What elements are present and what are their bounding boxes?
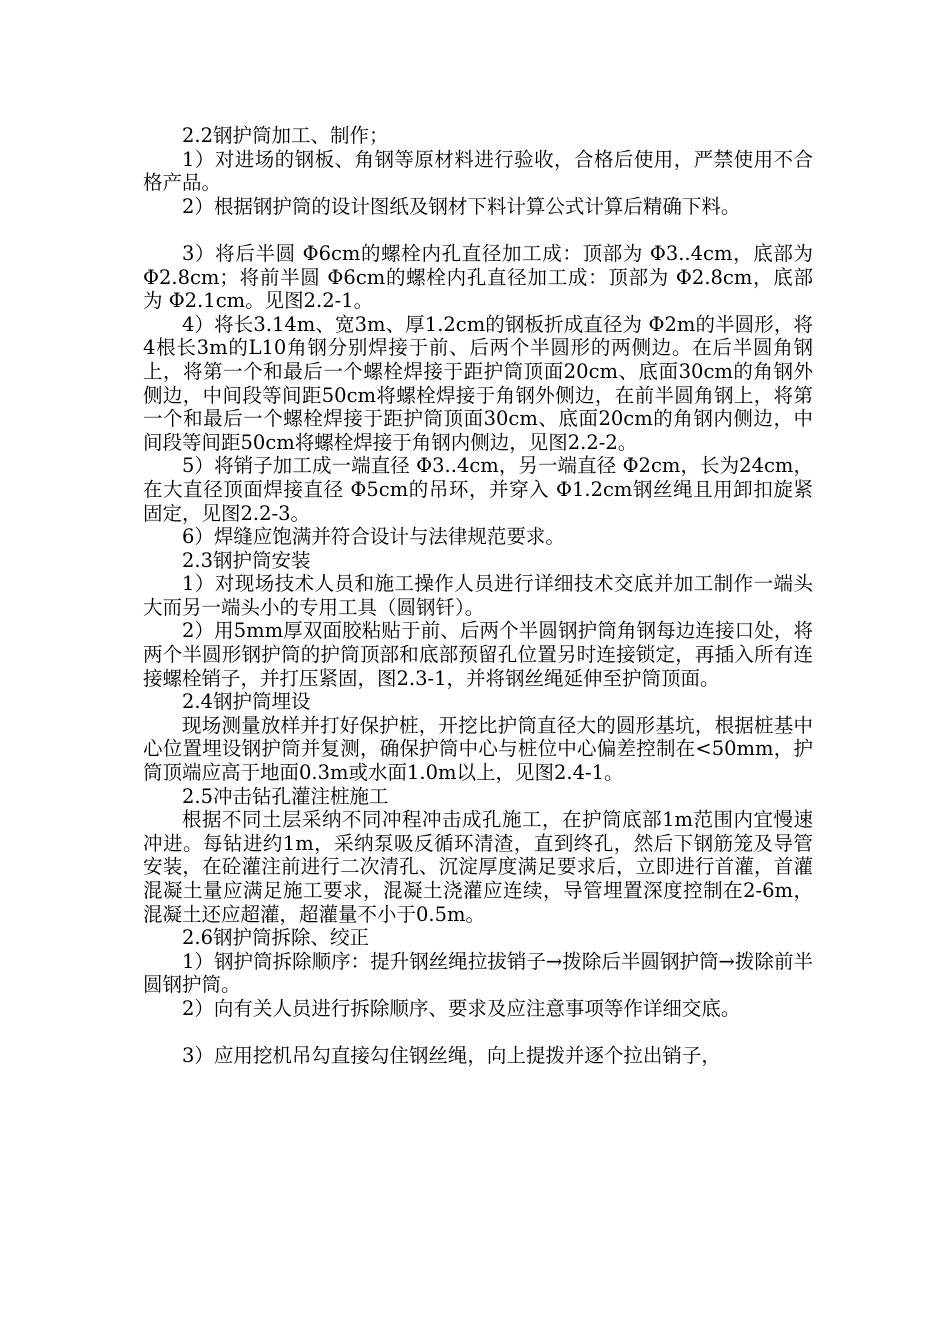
section-heading-2-6: 2.6钢护筒拆除、绞正 [182, 926, 370, 950]
paragraph-technical-briefing: 1）对现场技术人员和施工操作人员进行详细技术交底并加工制作一端头大而另一端头小的专用工具（圆钢钎）。 [143, 572, 813, 619]
paragraph-removal-order: 1）钢护筒拆除顺序：提升钢丝绳拉拔销子→拨除后半圆钢护筒→拨除前半圆钢护筒。 [143, 949, 813, 997]
paragraph-material-inspection: 1）对进场的钢板、角钢等原材料进行验收，合格后使用，严禁使用不合格产品。 [143, 147, 813, 195]
paragraph-assembly: 2）用5mm厚双面胶粘贴于前、后两个半圆钢护筒角钢每边连接口处，将两个半圆形钢护筒的护筒顶部和底部预留孔位置另时连接锁定，再插入所有连接螺栓销子，并打压紧固，图2.3-1，并将钢丝绳延伸至护筒顶面。 [143, 619, 813, 690]
paragraph-embedding: 现场测量放样并打好保护桩，开挖比护筒直径大的圆形基坑，根据桩基中心位置埋设钢护筒并复测，确保护筒中心与桩位中心偏差控制在<50mm，护筒顶端应高于地面0.3m或水面1.0m以上，见图2.4-1。 [143, 713, 813, 785]
paragraph-removal-briefing: 2）向有关人员进行拆除顺序、要求及应注意事项等作详细交底。 [182, 996, 741, 1020]
section-heading-2-5: 2.5冲击钻孔灌注桩施工 [182, 784, 389, 808]
section-heading-2-3: 2.3钢护筒安装 [182, 548, 311, 572]
section-heading-2-2: 2.2钢护筒加工、制作； [182, 124, 389, 147]
paragraph-plate-forming: 4）将长3.14m、宽3m、厚1.2cm的钢板折成直径为 Φ2m的半圆形，将4根长3m的L10角钢分别焊接于前、后两个半圆形的两侧边。在后半圆角钢上，将第一个和最后一个螺栓焊接于距护筒顶面20cm、底面30cm的角钢外侧边，中间段等间距50cm将螺栓焊接于角钢外侧边，在前半圆角钢上，将第一个和最后一个螺栓焊接于距护筒顶面30cm、底面20cm的角钢内侧边，中间段等间距50cm将螺栓焊接于角钢内侧边，见图2.2-2。 [143, 312, 813, 454]
document-body [143, 124, 820, 1068]
paragraph-weld-requirement: 6）焊缝应饱满并符合设计与法律规范要求。 [182, 525, 565, 549]
paragraph-bolt-holes: 3）将后半圆 Φ6cm的螺栓内孔直径加工成：顶部为 Φ3..4cm，底部为 Φ2.8cm；将前半圆 Φ6cm的螺栓内孔直径加工成：顶部为 Φ2.8cm，底部为 Φ2.1cm。见图2.2-1。 [143, 241, 820, 313]
paragraph-drilling: 根据不同土层采纳不同冲程冲击成孔施工，在护筒底部1m范围内宜慢速冲进。每钻进约1m，采纳泵吸反循环清渣，直到终孔，然后下钢筋笼及导管安装，在砼灌注前进行二次清孔、沉淀厚度满足要求后，立即进行首灌，首灌混凝土量应满足施工要求，混凝土浇灌应连续，导管埋置深度控制在2-6m，混凝土还应超灌，超灌量不小于0.5m。 [143, 808, 813, 926]
section-heading-2-4: 2.4钢护筒埋设 [182, 690, 311, 714]
paragraph-excavator-lifting: 3）应用挖机吊勾直接勾住钢丝绳，向上提拨并逐个拉出销子， [182, 1044, 721, 1068]
paragraph-pin-processing: 5）将销子加工成一端直径 Φ3..4cm，另一端直径 Φ2cm，长为24cm，在大直径顶面焊接直径 Φ5cm的吊环，并穿入 Φ1.2cm钢丝绳且用卸扣旋紧固定，见图2.2-3。 [143, 454, 813, 525]
paragraph-cutting: 2）根据钢护筒的设计图纸及钢材下料计算公式计算后精确下料。 [182, 194, 741, 218]
